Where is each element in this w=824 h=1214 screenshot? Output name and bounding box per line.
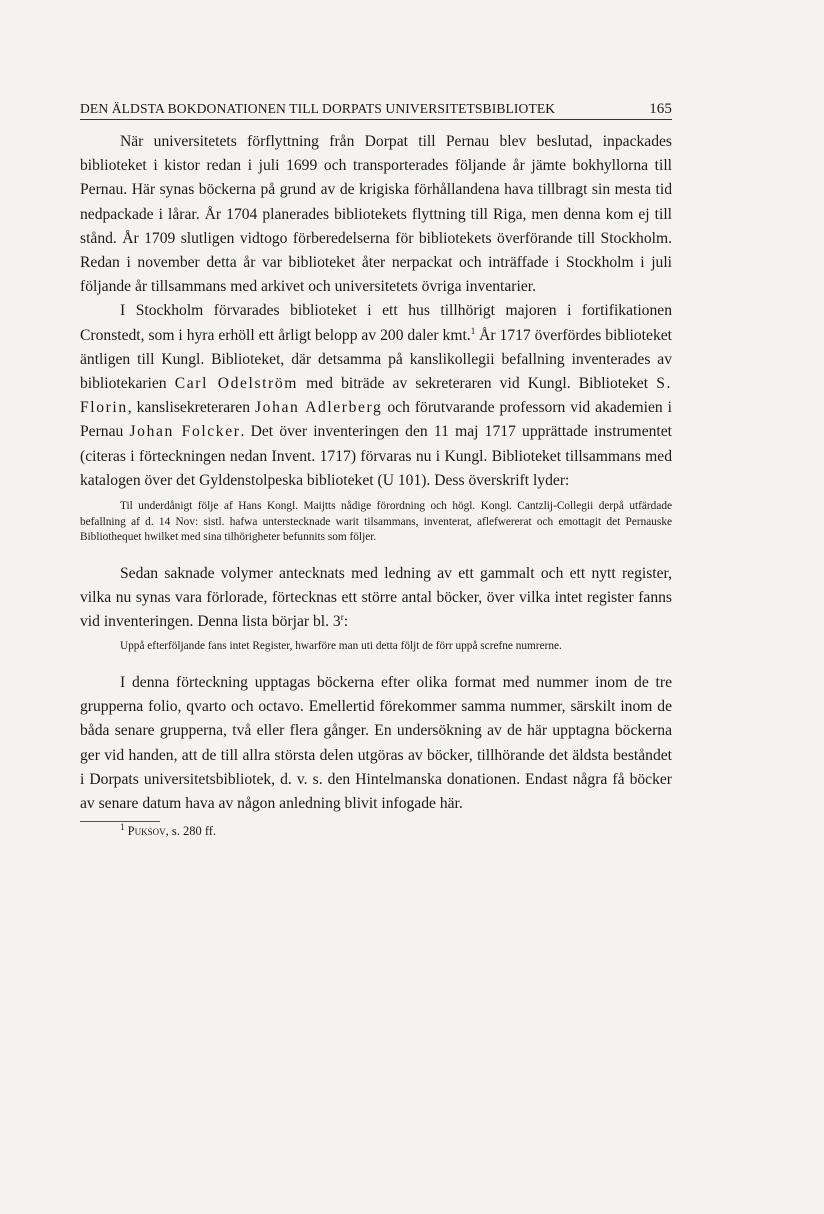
paragraph-3 bbox=[80, 562, 672, 635]
paragraph-3-text-1: Sedan saknade volymer antecknats med ledning av ett gammalt och ett nytt register, vilka nu synas vara förlorade, förtecknas ett större antal böcker, över vilka intet register fanns vid inventeringen. Denna lista börjar bl. 3 bbox=[80, 564, 672, 631]
recto-mark: r bbox=[340, 612, 344, 623]
paragraph-2-text-1: I Stockholm förvarades biblioteket i ett hus tillhörigt majoren i fortifikationen Cronstedt, som i hyra erhöll ett årligt belopp av 200 daler kmt. bbox=[80, 302, 672, 344]
footnote-text: , s. 280 ff. bbox=[165, 824, 217, 839]
paragraph-4: I denna förteckning upptagas böckerna efter olika format med nummer inom de tre grupperna folio, qvarto och octavo. Emellertid förekommer samma nummer, särskilt inom de båda senare grupperna, två eller flera gånger. En undersökning av de här upptagna böckerna ger vid handen, att de till allra största delen utgöras av böcker, tillhörande det äldsta beståndet i Dorpats universitetsbibliotek, d. v. s. den Hintelmanska donationen. Endast några få böcker av senare datum hava av någon anledning blivit infogade här. bbox=[80, 674, 672, 813]
person-name-adlerberg: Johan Adlerberg bbox=[255, 399, 383, 417]
body-text bbox=[80, 130, 672, 839]
paragraph-2-text-5: och förutvarande professorn vid akademien i Pernau bbox=[80, 399, 673, 441]
running-header bbox=[80, 101, 672, 120]
paragraph-2-text-4: , kanslisekreteraren bbox=[127, 399, 255, 417]
paragraph-2 bbox=[80, 299, 672, 493]
paragraph-2-text-3: med biträde av sekreteraren vid Kungl. Biblioteket bbox=[297, 375, 657, 393]
paragraph-2-text-2: År 1717 överfördes biblioteket äntligen till Kungl. Biblioteket, där detsamma på kanslikollegii befallning inventerades av bibliotekarien bbox=[80, 326, 672, 393]
paragraph-2-text-6: . Det över inventeringen den 11 maj 1717 upprättade instrumentet (citeras i förteckningen nedan Invent. 1717) förvaras nu i Kungl. Biblioteket tillsammans med katalogen över det Gyldenstolpeska biblioteket (U 101). Dess överskrift lyder: bbox=[80, 423, 672, 489]
footnote-ref: 1 bbox=[470, 325, 476, 336]
person-name-folcker: Johan Folcker bbox=[129, 423, 241, 441]
footnote-author: Puksov bbox=[127, 824, 166, 839]
block-quote-1: Til underdånigt följe af Hans Kongl. Maijtts nådige förordning och högl. Kongl. Cantzlij-Collegii derpå utfärdade befallning af d. 14 Nov: sistl. hafwa unterstecknade warit tilsammans, inventerat, aflefwererat och emottagit det Pernauske Bibliothequet hwilket med sina tilhörigheter befunnits som följer. bbox=[80, 500, 672, 544]
paragraph-1: När universitetets förflyttning från Dorpat till Pernau blev beslutad, inpackades biblioteket i kistor redan i juli 1699 och transporterades följande år jämte bokhyllorna till Pernau. Här synas böckerna på grund av de krigiska förhållandena hava tillbragt sin mesta tid nedpackade i lårar. År 1704 planerades bibliotekets flyttning till Riga, men denna kom ej till stånd. År 1709 slutligen vidtogo förberedelserna för bibliotekets överförande till Stockholm. Redan i november detta år var biblioteket åter nerpackat och inträffade i Stockholm i juli följande år tillsammans med arkivet och universitetets övriga inventarier. bbox=[80, 133, 672, 296]
footnote-mark: 1 bbox=[120, 822, 125, 833]
person-name-odelstrom: Carl Odelström bbox=[174, 375, 298, 393]
paragraph-3-text-2: : bbox=[343, 613, 349, 631]
person-name-florin: S. Florin bbox=[80, 375, 672, 417]
block-quote-2: Uppå efterföljande fans intet Register, hwarföre man uti detta följt de förr uppå screfne numrerne. bbox=[120, 640, 562, 653]
footnote bbox=[120, 824, 672, 839]
running-title: DEN ÄLDSTA BOKDONATIONEN TILL DORPATS UNIVERSITETSBIBLIOTEK bbox=[80, 101, 556, 116]
page-number: 165 bbox=[649, 101, 672, 117]
